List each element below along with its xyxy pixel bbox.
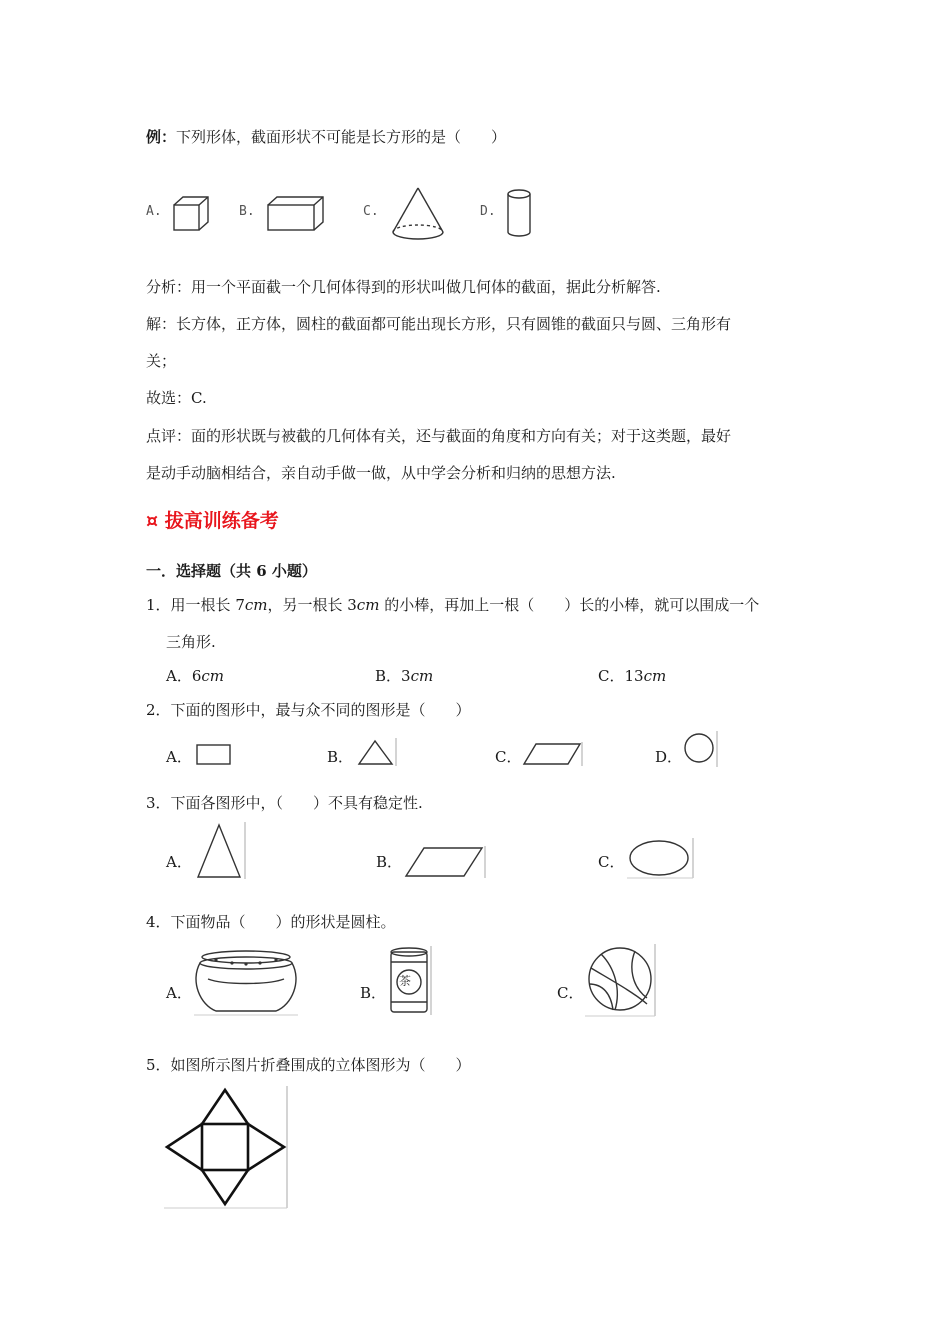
q3-option-b-label: B． — [376, 853, 403, 871]
ellipse-figure — [625, 838, 697, 880]
q3-text: 下面各图形中，（ ）不具有稳定性. — [170, 794, 423, 812]
triangle-figure — [356, 738, 398, 768]
parallelogram-figure — [522, 741, 584, 767]
q1-option-b-text: B．3 — [375, 667, 411, 685]
q3-option-c-label: C． — [598, 853, 625, 871]
choice-subheading: 一．选择题（共 6 小题） — [146, 562, 317, 580]
q4-question — [146, 912, 396, 932]
cuboid-figure — [266, 196, 326, 232]
pyramid-net-figure — [164, 1086, 290, 1210]
section-heading — [146, 509, 279, 533]
cube-figure — [172, 196, 212, 232]
section-title: 拔高训练备考 — [164, 510, 279, 532]
example-comment-line2: 是动手动脑相结合，亲自动手做一做，从中学会分析和归纳的思想方法. — [146, 464, 616, 482]
example-option-a-label: A. — [146, 204, 162, 219]
q1-option-b-unit: cm — [410, 667, 434, 685]
example-solution-line2: 关； — [146, 352, 177, 370]
example-label: 例： — [146, 128, 177, 146]
q1-unit2: cm — [356, 596, 380, 614]
cylinder-figure — [506, 188, 532, 240]
tea-can-label: 茶 — [399, 974, 412, 988]
q1-option-a-unit: cm — [201, 667, 225, 685]
q3-option-a-label: A． — [166, 853, 192, 871]
basin-pot-figure — [194, 949, 300, 1017]
rectangle-figure — [196, 743, 232, 767]
example-question-text: 下列形体，截面形状不可能是长方形的是（ ） — [176, 128, 507, 146]
example-question — [146, 127, 506, 147]
q2-option-c-label: C． — [495, 748, 522, 766]
q4-option-a-label: A． — [166, 984, 192, 1002]
example-analysis: 分析：用一个平面截一个几何体得到的形状叫做几何体的截面，据此分析解答. — [146, 278, 661, 296]
q2-option-a-label: A． — [166, 748, 192, 766]
acute-triangle-figure — [194, 822, 250, 880]
q5-number: 5． — [146, 1056, 171, 1074]
q1-text-c: 的小棒，再加上一根（ ）长的小棒，就可以围成一个 — [379, 596, 760, 614]
circle-figure — [682, 731, 720, 769]
q5-question — [146, 1055, 471, 1075]
q2-option-b-label: B． — [327, 748, 354, 766]
q1-line1 — [146, 595, 759, 615]
q1-option-b — [375, 666, 433, 686]
example-answer: 故选：C. — [146, 389, 207, 407]
q1-number: 1． — [146, 596, 171, 614]
q5-text: 如图所示图片折叠围成的立体图形为（ ） — [170, 1056, 471, 1074]
q1-option-c — [598, 666, 666, 686]
q2-option-d-label: D． — [655, 748, 683, 766]
q3-number: 3． — [146, 794, 171, 812]
q4-text: 下面物品（ ）的形状是圆柱。 — [170, 913, 396, 931]
q1-option-c-text: C．13 — [598, 667, 644, 685]
q1-line2: 三角形. — [166, 633, 216, 651]
q4-option-b-label: B． — [360, 984, 387, 1002]
q1-text-a: 用一根长 7 — [170, 596, 245, 614]
q1-option-a — [166, 666, 224, 686]
q1-unit1: cm — [244, 596, 268, 614]
q1-text-b: ，另一根长 3 — [267, 596, 357, 614]
example-option-c-label: C. — [363, 204, 379, 219]
example-comment-line1: 点评：面的形状既与被截的几何体有关，还与截面的角度和方向有关；对于这类题，最好 — [146, 427, 732, 445]
example-option-b-label: B. — [239, 204, 255, 219]
section-marker: ¤ — [146, 510, 159, 532]
q3-question — [146, 793, 423, 813]
basketball-figure — [585, 944, 659, 1018]
q1-option-c-unit: cm — [643, 667, 667, 685]
example-solution-line1: 解：长方体，正方体，圆柱的截面都可能出现长方形，只有圆锥的截面只与圆、三角形有 — [146, 315, 732, 333]
example-option-d-label: D. — [480, 204, 496, 219]
q2-text: 下面的图形中，最与众不同的图形是（ ） — [170, 701, 471, 719]
parallelogram-figure-2 — [404, 845, 488, 879]
q2-number: 2． — [146, 701, 171, 719]
cone-figure — [390, 186, 446, 242]
q4-option-c-label: C． — [557, 984, 584, 1002]
q2-question — [146, 700, 471, 720]
q4-number: 4． — [146, 913, 171, 931]
q1-option-a-text: A．6 — [166, 667, 202, 685]
